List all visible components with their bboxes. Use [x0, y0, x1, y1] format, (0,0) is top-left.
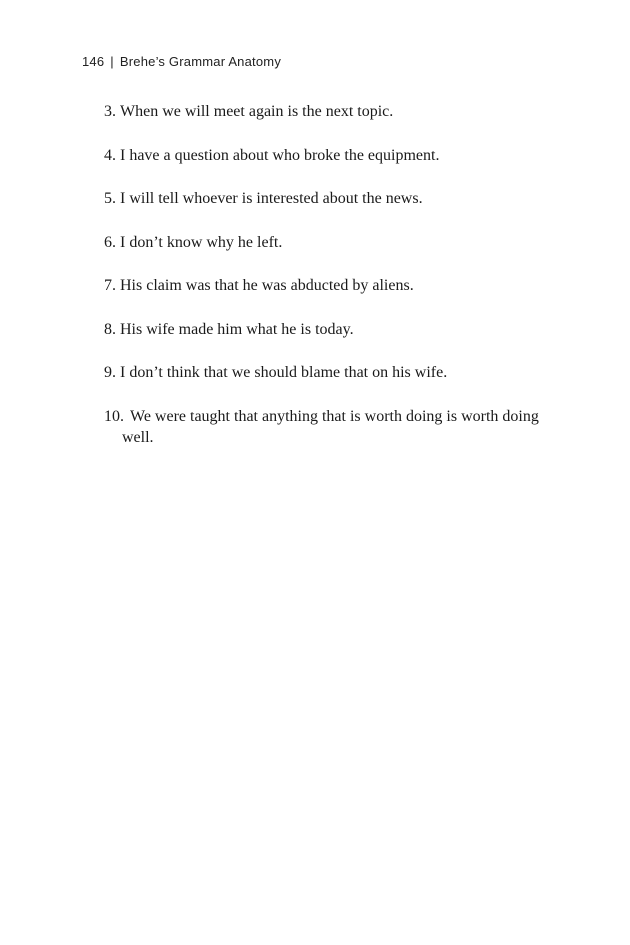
running-header	[82, 54, 281, 69]
item-text: I have a question about who broke the equipment.	[120, 146, 440, 164]
list-item	[104, 188, 554, 209]
item-number: 10.	[104, 407, 124, 425]
item-text: When we will meet again is the next topic.	[120, 103, 394, 120]
item-number: 9.	[104, 364, 116, 381]
item-number: 7.	[104, 277, 116, 294]
list-item	[104, 232, 554, 253]
item-text: His claim was that he was abducted by aliens.	[120, 277, 414, 294]
item-text: I will tell whoever is interested about the news.	[120, 190, 423, 207]
item-text: We were taught that anything that is worth doing is worth doing well.	[122, 407, 539, 446]
item-number: 5.	[104, 190, 116, 207]
list-item	[104, 275, 554, 296]
list-item	[104, 101, 554, 122]
page-number: 146	[82, 54, 105, 69]
list-item	[104, 362, 554, 383]
item-number: 6.	[104, 233, 116, 251]
item-number: 4.	[104, 146, 116, 164]
item-number: 8.	[104, 320, 116, 338]
book-title: Brehe’s Grammar Anatomy	[119, 54, 282, 69]
header-separator: |	[110, 54, 114, 69]
item-text: I don’t think that we should blame that on his wife.	[120, 364, 448, 381]
list-item	[104, 406, 554, 448]
exercise-list	[104, 101, 554, 470]
list-item	[104, 319, 554, 340]
list-item	[104, 145, 554, 166]
item-number: 3.	[104, 103, 116, 120]
item-text: His wife made him what he is today.	[120, 320, 354, 338]
item-text: I don’t know why he left.	[120, 233, 283, 251]
